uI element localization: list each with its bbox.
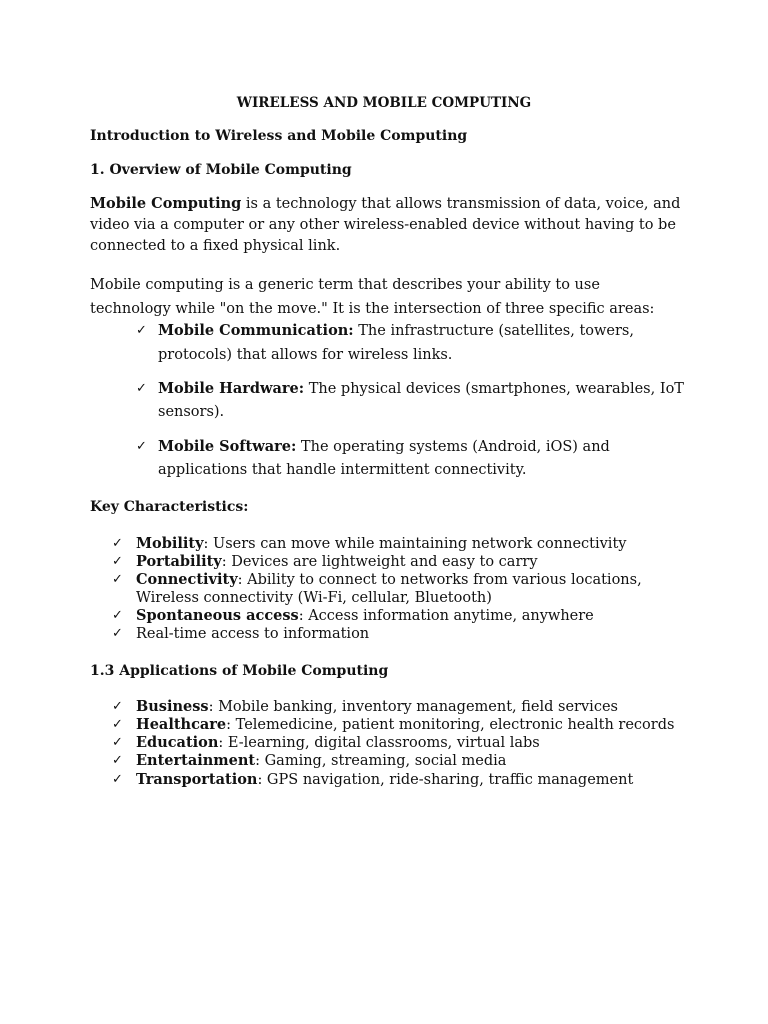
characteristic-label: Spontaneous access [136, 607, 299, 624]
area-label: Mobile Hardware: [158, 380, 305, 397]
characteristic-text: Real-time access to information [136, 626, 370, 642]
para1-line3: connected to a fixed physical link. [90, 238, 341, 254]
application-label: Healthcare [136, 716, 227, 733]
application-text: : Mobile banking, inventory management, field services [208, 699, 618, 715]
characteristic-item [136, 535, 626, 553]
characteristic-item [136, 571, 642, 589]
application-text: : Gaming, streaming, social media [255, 753, 507, 769]
para1-line1-text: is a technology that allows transmission of data, voice, and [241, 196, 681, 212]
para2-line2: technology while "on the move." It is the intersection of three specific areas: [90, 301, 655, 317]
para1-bold: Mobile Computing [90, 195, 242, 212]
checkmark-icon: ✓ [112, 699, 123, 714]
checkmark-icon: ✓ [136, 323, 147, 338]
area-item-communication [158, 321, 634, 341]
overview-heading: 1. Overview of Mobile Computing [90, 162, 352, 178]
area-label: Mobile Software: [158, 438, 297, 455]
area-text: The physical devices (smartphones, wearables, IoT [304, 381, 684, 397]
characteristic-item [136, 553, 538, 571]
characteristic-item [136, 607, 594, 625]
checkmark-icon: ✓ [112, 735, 123, 750]
application-text: : E-learning, digital classrooms, virtual labs [218, 735, 540, 751]
area-item-communication-cont: protocols) that allows for wireless links. [158, 347, 453, 363]
applications-heading: 1.3 Applications of Mobile Computing [90, 663, 389, 679]
checkmark-icon: ✓ [112, 572, 123, 587]
application-item [136, 698, 618, 716]
application-item [136, 734, 540, 752]
application-label: Entertainment [136, 752, 256, 769]
para1-line1 [90, 194, 680, 214]
checkmark-icon: ✓ [136, 381, 147, 396]
characteristic-label: Mobility [136, 535, 204, 552]
characteristic-text: : Access information anytime, anywhere [298, 608, 594, 624]
characteristic-label: Portability [136, 553, 222, 570]
checkmark-icon: ✓ [112, 626, 123, 641]
para2-line1: Mobile computing is a generic term that describes your ability to use [90, 277, 600, 293]
application-label: Transportation [136, 771, 258, 788]
checkmark-icon: ✓ [112, 608, 123, 623]
checkmark-icon: ✓ [112, 717, 123, 732]
characteristic-label: Connectivity [136, 571, 238, 588]
application-item [136, 752, 506, 770]
checkmark-icon: ✓ [112, 554, 123, 569]
characteristic-text: : Ability to connect to networks from various locations, [237, 572, 642, 588]
checkmark-icon: ✓ [136, 439, 147, 454]
intro-heading: Introduction to Wireless and Mobile Computing [90, 128, 468, 144]
application-item [136, 716, 674, 734]
page-title: WIRELESS AND MOBILE COMPUTING [236, 95, 532, 111]
area-item-hardware-cont: sensors). [158, 404, 225, 420]
application-item [136, 771, 633, 789]
characteristic-text: : Devices are lightweight and easy to carry [221, 554, 538, 570]
area-text: The operating systems (Android, iOS) and [296, 439, 610, 455]
para1-line2: video via a computer or any other wireless-enabled device without having to be [90, 217, 676, 233]
application-label: Education [136, 734, 219, 751]
checkmark-icon: ✓ [112, 753, 123, 768]
application-text: : Telemedicine, patient monitoring, electronic health records [226, 717, 675, 733]
area-item-software-cont: applications that handle intermittent connectivity. [158, 462, 527, 478]
checkmark-icon: ✓ [112, 772, 123, 787]
key-characteristics-heading: Key Characteristics: [90, 499, 249, 515]
area-item-hardware [158, 379, 684, 399]
application-text: : GPS navigation, ride-sharing, traffic management [257, 772, 634, 788]
characteristic-item-cont: Wireless connectivity (Wi-Fi, cellular, Bluetooth) [136, 590, 492, 606]
area-item-software [158, 437, 610, 457]
application-label: Business [136, 698, 209, 715]
area-label: Mobile Communication: [158, 322, 354, 339]
characteristic-text: : Users can move while maintaining network connectivity [203, 536, 627, 552]
characteristic-item [136, 625, 369, 643]
area-text: The infrastructure (satellites, towers, [353, 323, 634, 339]
checkmark-icon: ✓ [112, 536, 123, 551]
